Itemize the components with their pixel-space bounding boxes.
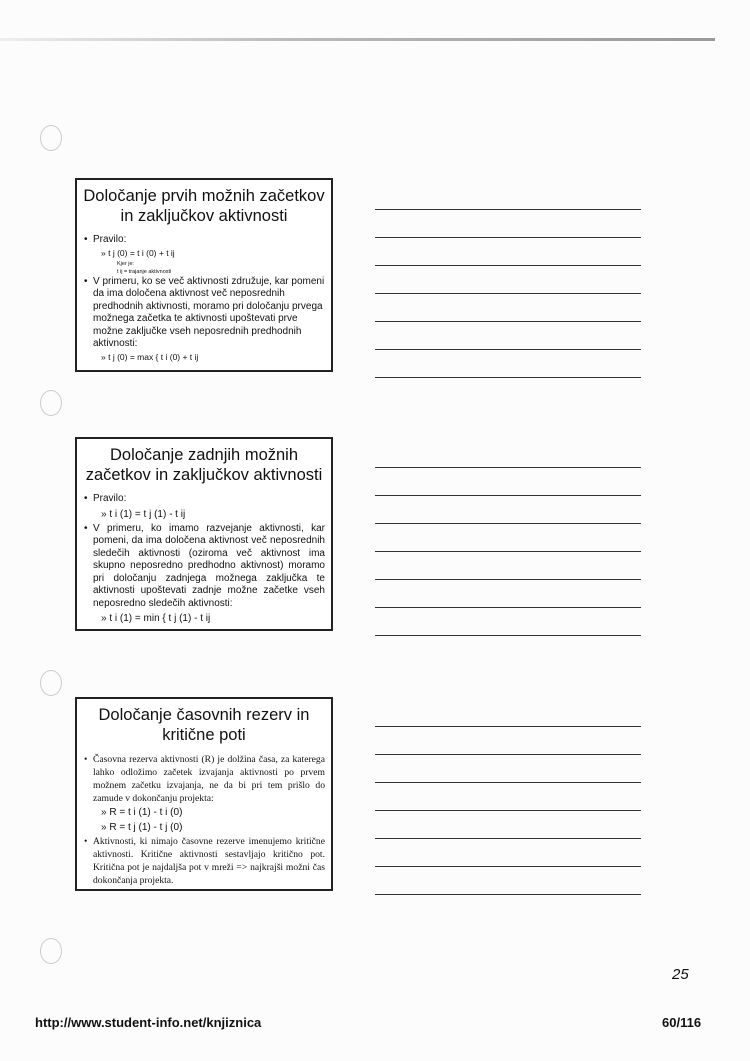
punch-hole [40, 125, 62, 151]
page-count: 60/116 [662, 1015, 702, 1030]
formula: » t j (0) = t i (0) + t ij [93, 247, 325, 260]
slide-1 [75, 178, 333, 372]
note: t ij = trajanje aktivnosti [117, 268, 172, 275]
bullet-text: Aktivnosti, ki nimajo časovne rezerve imenujemo kritične aktivnosti. Kritične aktivnosti sestavljajo kritično pot. Kritična pot je najdaljša pot v mreži => najkrajši možni čas dokončanja projekta. [93, 836, 325, 886]
formula: » R = t j (1) - t j (0) [93, 820, 325, 835]
bullet-text: Pravilo: [93, 493, 127, 504]
formula: » R = t i (1) - t i (0) [93, 805, 325, 820]
punch-hole [40, 390, 62, 416]
note: Kjer je: [117, 260, 135, 267]
note-lines [375, 467, 641, 663]
bullet [93, 493, 325, 523]
page-number: 25 [672, 966, 689, 983]
scan-edge [0, 38, 715, 41]
slide-title: Določanje časovnih rezerv in kritične poti [98, 706, 310, 744]
formula: » t i (1) = min { t j (1) - t ij [93, 610, 325, 627]
bullet [93, 234, 325, 276]
bullet-text: V primeru, ko se več aktivnosti združuje, kar pomeni da ima določena aktivnost več neposrednih predhodnih aktivnosti, moramo pri določanju prvega možnega začetka te aktivnosti upoštevati prve možne zaključke vseh neposrednih predhodnih aktivnosti: [93, 275, 325, 349]
bullet-text: Časovna rezerva aktivnosti (R) je dolžina časa, za katerega lahko odložimo začetek izvajanja aktivnosti po prvem možnem začetku izvajanja, ne da bi pri tem prišlo do zamude v dokončanju projekta: [93, 754, 325, 804]
bullet [93, 523, 325, 628]
slide-title: Določanje prvih možnih začetkov in zaključkov aktivnosti [83, 187, 325, 225]
note-lines [375, 209, 641, 405]
note-lines [375, 726, 641, 922]
formula: » t i (1) = t j (1) - t ij [93, 506, 325, 523]
footer-url: http://www.student-info.net/knjiznica [35, 1015, 262, 1030]
slide-3 [75, 697, 333, 891]
punch-hole [40, 938, 62, 964]
formula: » t j (0) = max { t i (0) + t ij [93, 351, 325, 364]
slide-title: Določanje zadnjih možnih začetkov in zaključkov aktivnosti [85, 446, 323, 484]
bullet [93, 276, 325, 364]
bullet [93, 753, 325, 835]
slide-2 [75, 437, 333, 631]
punch-hole [40, 670, 62, 696]
bullet-text: V primeru, ko imamo razvejanje aktivnosti, kar pomeni, da ima določena aktivnost več neposrednih sledečih aktivnosti (oziroma več aktivnost ima skupno neposredno predhodno aktivnost) moramo pri določanju zadnjega možnega zaključka te aktivnosti upoštevati zadnje možne začetke vseh neposredno sledečih aktivnosti: [93, 522, 325, 609]
bullet-text: Pravilo: [93, 234, 127, 245]
bullet [93, 835, 325, 887]
